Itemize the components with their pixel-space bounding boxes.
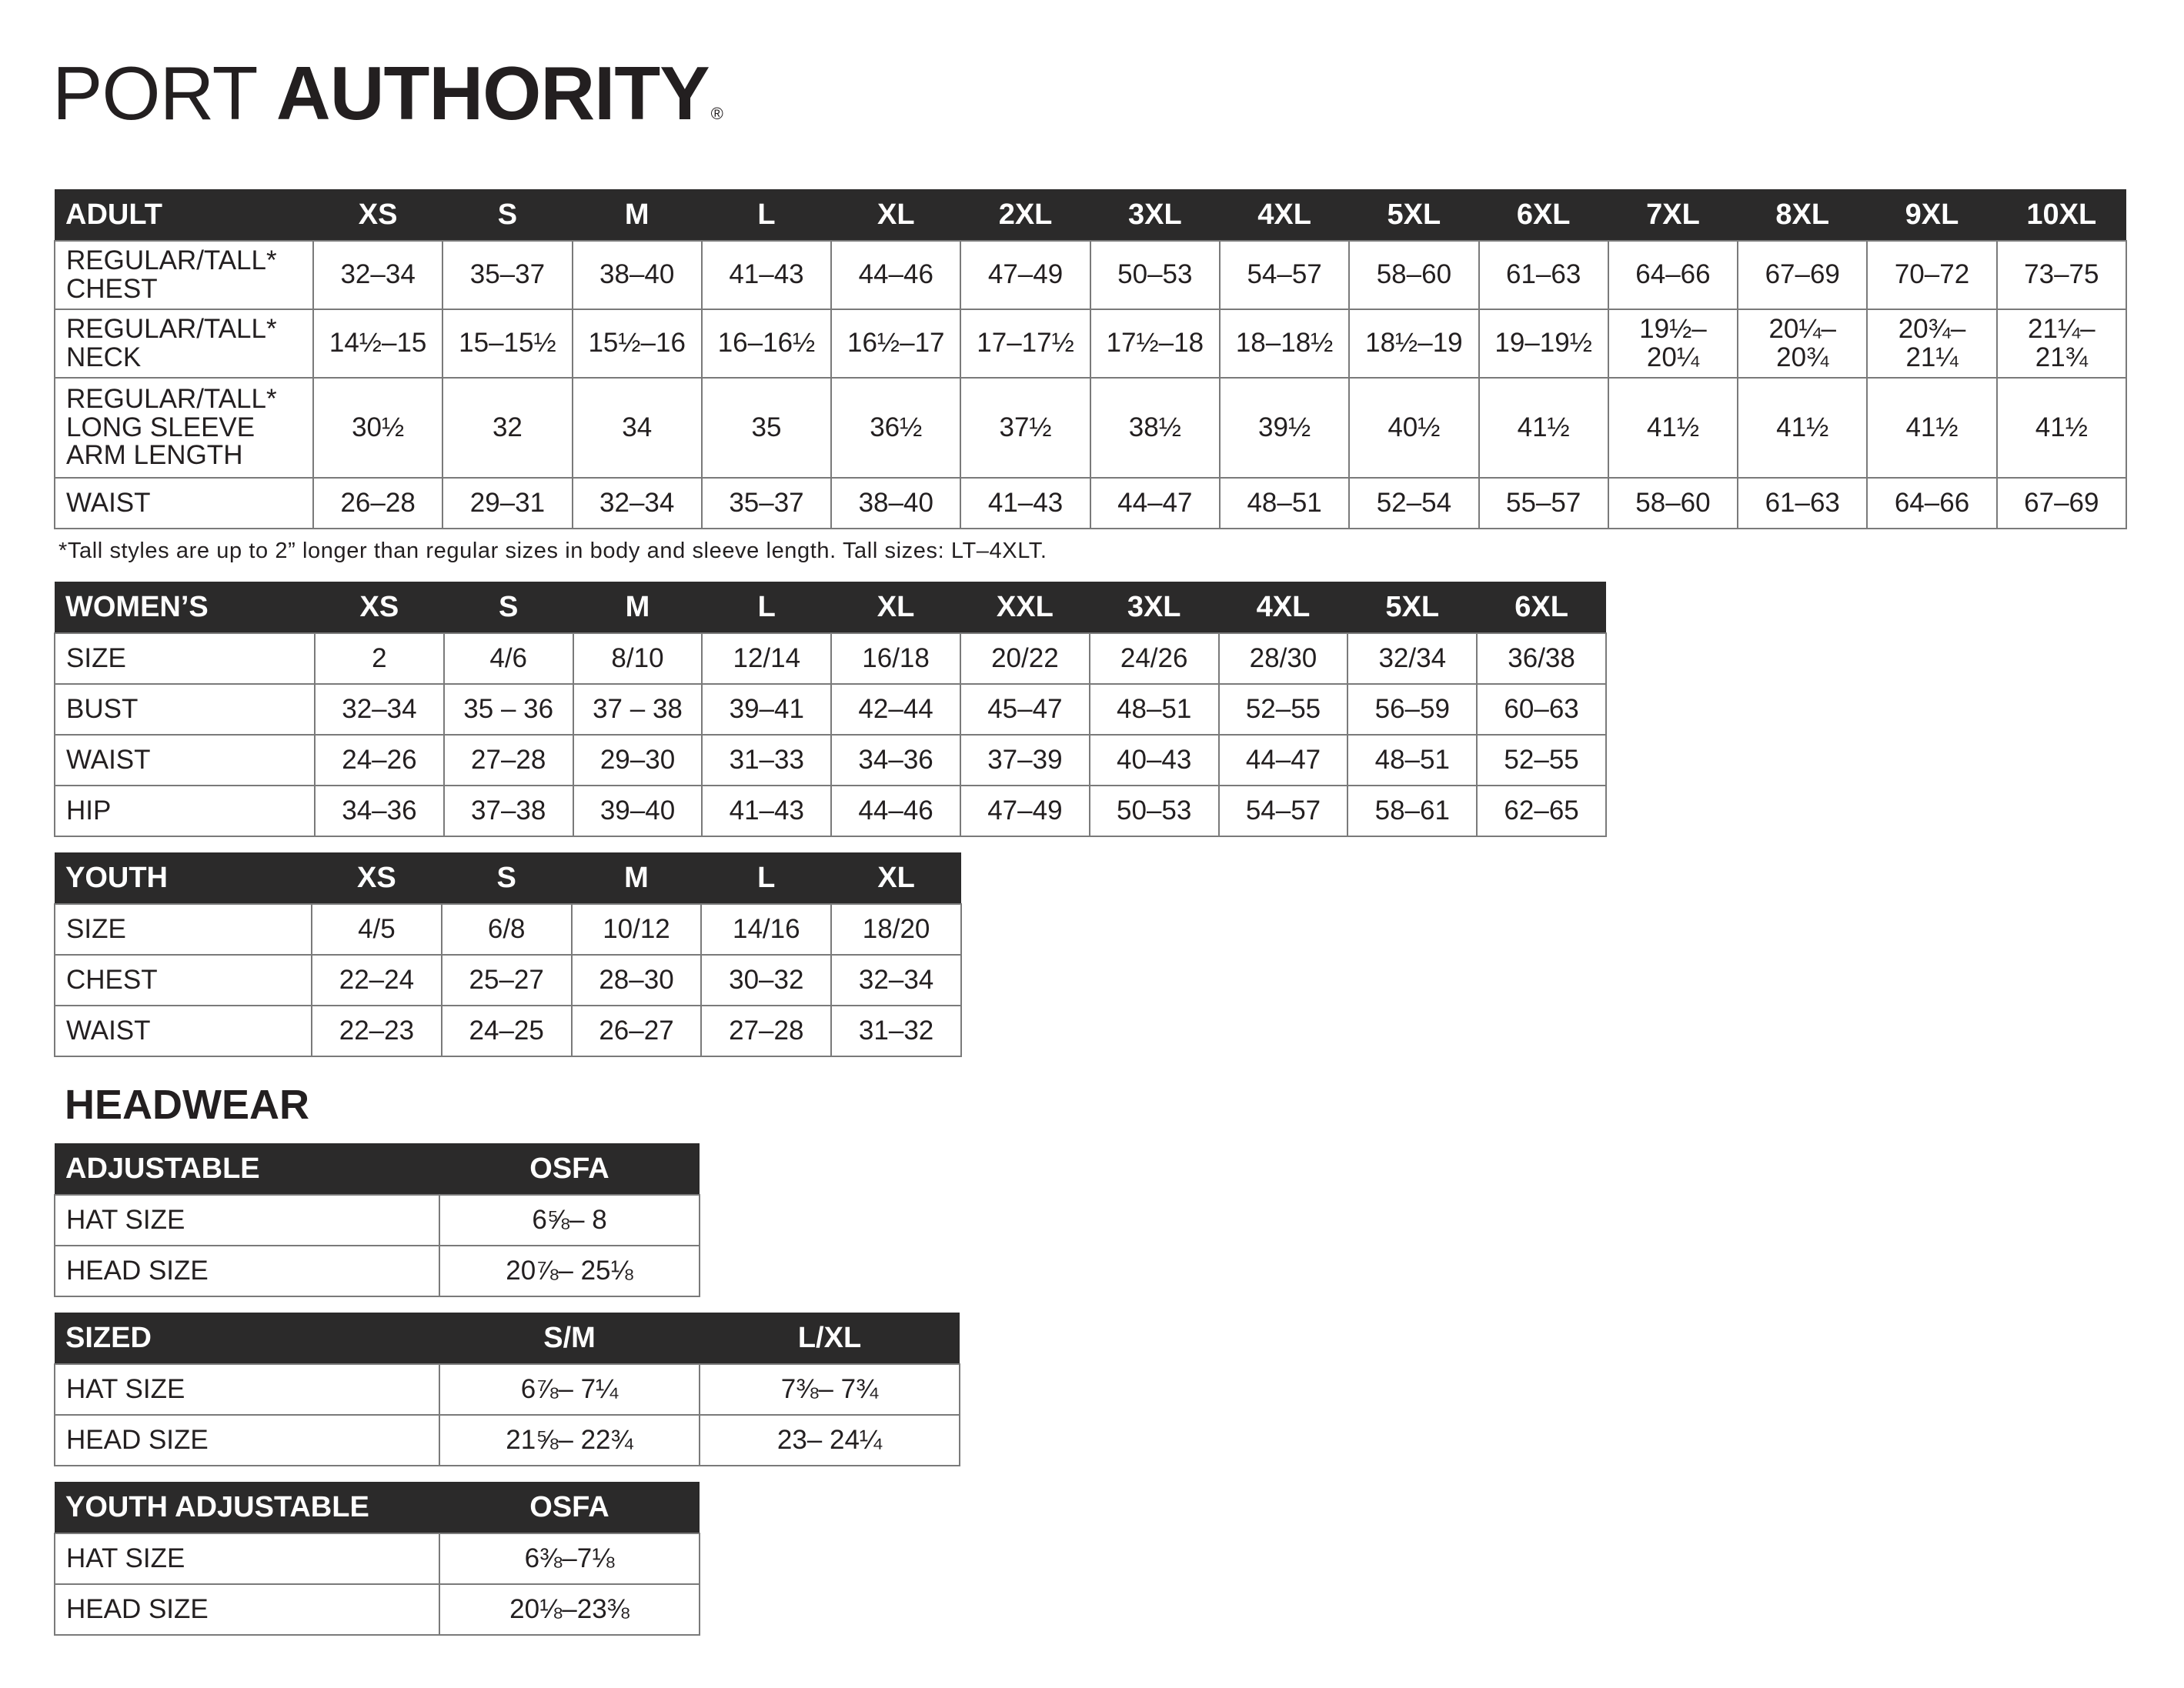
column-header: XL — [831, 852, 961, 904]
table-cell: 55–57 — [1479, 478, 1608, 529]
table-cell: 27–28 — [444, 735, 573, 786]
table-cell: 58–61 — [1347, 786, 1477, 836]
table-header-row — [55, 852, 961, 904]
table-cell: 6/8 — [442, 904, 572, 955]
column-header: 8XL — [1738, 189, 1867, 241]
table-cell: 18½–19 — [1349, 309, 1478, 378]
logo-text-light: PORT — [52, 51, 276, 135]
table-cell: 67–69 — [1738, 241, 1867, 309]
table-cell: 50–53 — [1090, 241, 1220, 309]
table-cell: 61–63 — [1738, 478, 1867, 529]
table-cell: 40–43 — [1090, 735, 1219, 786]
table-cell: 18/20 — [831, 904, 961, 955]
table-cell: 17–17½ — [960, 309, 1090, 378]
table-cell: 41½ — [1738, 378, 1867, 478]
table-cell: 32/34 — [1347, 633, 1477, 684]
table-cell: 44–47 — [1090, 478, 1220, 529]
table-cell: 54–57 — [1219, 786, 1348, 836]
table-cell: 41½ — [1867, 378, 1996, 478]
table-cell: 54–57 — [1220, 241, 1349, 309]
table-cell: 10/12 — [572, 904, 702, 955]
table-cell: 42–44 — [831, 684, 960, 735]
table-cell: 41–43 — [702, 786, 831, 836]
column-header: L — [701, 852, 831, 904]
row-label: REGULAR/TALL* CHEST — [55, 241, 313, 309]
table-cell: 2 — [315, 633, 444, 684]
table-cell: 36½ — [831, 378, 960, 478]
column-header: L/XL — [700, 1313, 960, 1364]
table-cell: 61–63 — [1479, 241, 1608, 309]
column-header: 10XL — [1997, 189, 2126, 241]
table-row — [55, 1006, 961, 1056]
table-cell: 45–47 — [960, 684, 1090, 735]
row-label: HAT SIZE — [55, 1533, 439, 1584]
table-cell: 6⅜–7⅛ — [439, 1533, 700, 1584]
table-cell: 20⅛–23⅜ — [439, 1584, 700, 1635]
table-cell: 73–75 — [1997, 241, 2126, 309]
column-header: 4XL — [1220, 189, 1349, 241]
table-cell: 38½ — [1090, 378, 1220, 478]
row-label: HEAD SIZE — [55, 1246, 439, 1296]
table-row — [55, 1195, 700, 1246]
table-title: ADULT — [55, 189, 313, 241]
table-cell: 15½–16 — [573, 309, 702, 378]
table-cell: 58–60 — [1608, 478, 1738, 529]
column-header: OSFA — [439, 1143, 700, 1195]
row-label: WAIST — [55, 478, 313, 529]
row-label: REGULAR/TALL* NECK — [55, 309, 313, 378]
table-row — [55, 786, 1606, 836]
table-cell: 38–40 — [831, 478, 960, 529]
table-cell: 39–40 — [573, 786, 703, 836]
row-label: HIP — [55, 786, 315, 836]
table-cell: 24–25 — [442, 1006, 572, 1056]
table-cell: 28/30 — [1219, 633, 1348, 684]
registered-mark: ® — [710, 104, 723, 123]
table-row — [55, 478, 2126, 529]
table-cell: 41½ — [1479, 378, 1608, 478]
row-label: CHEST — [55, 955, 312, 1006]
table-cell: 16–16½ — [702, 309, 831, 378]
table-cell: 18–18½ — [1220, 309, 1349, 378]
table-cell: 31–33 — [702, 735, 831, 786]
headwear-heading: HEADWEAR — [65, 1082, 309, 1128]
table-cell: 35 – 36 — [444, 684, 573, 735]
table-header-row — [55, 1482, 700, 1533]
column-header: 3XL — [1090, 189, 1220, 241]
row-label: WAIST — [55, 735, 315, 786]
table-cell: 29–31 — [442, 478, 572, 529]
table-cell: 17½–18 — [1090, 309, 1220, 378]
row-label: WAIST — [55, 1006, 312, 1056]
row-label: REGULAR/TALL* LONG SLEEVE ARM LENGTH — [55, 378, 313, 478]
table-cell: 41–43 — [702, 241, 831, 309]
column-header: 9XL — [1867, 189, 1996, 241]
table-cell: 34–36 — [315, 786, 444, 836]
table-cell: 25–27 — [442, 955, 572, 1006]
row-label: HAT SIZE — [55, 1195, 439, 1246]
column-header: S — [442, 852, 572, 904]
table-cell: 64–66 — [1608, 241, 1738, 309]
table-row — [55, 904, 961, 955]
table-cell: 32–34 — [831, 955, 961, 1006]
column-header: 5XL — [1349, 189, 1478, 241]
table-cell: 20¾– 21¼ — [1867, 309, 1996, 378]
table-cell: 24–26 — [315, 735, 444, 786]
table-cell: 6⅝– 8 — [439, 1195, 700, 1246]
table-cell: 23– 24¼ — [700, 1415, 960, 1466]
table-row — [55, 1584, 700, 1635]
table-cell: 29–30 — [573, 735, 703, 786]
column-header: M — [572, 852, 702, 904]
youth-size-table — [54, 852, 962, 1057]
row-label: HEAD SIZE — [55, 1415, 439, 1466]
table-cell: 32 — [442, 378, 572, 478]
table-cell: 32–34 — [573, 478, 702, 529]
table-cell: 20⅞– 25⅛ — [439, 1246, 700, 1296]
table-cell: 20¼– 20¾ — [1738, 309, 1867, 378]
table-cell: 16½–17 — [831, 309, 960, 378]
column-header: XL — [831, 582, 960, 633]
table-row — [55, 735, 1606, 786]
table-cell: 14/16 — [701, 904, 831, 955]
adjustable-headwear-table — [54, 1143, 700, 1297]
table-cell: 24/26 — [1090, 633, 1219, 684]
column-header: L — [702, 189, 831, 241]
table-cell: 22–23 — [312, 1006, 442, 1056]
row-label: SIZE — [55, 633, 315, 684]
column-header: M — [573, 582, 703, 633]
table-cell: 30½ — [313, 378, 442, 478]
table-cell: 44–47 — [1219, 735, 1348, 786]
table-header-row — [55, 582, 1606, 633]
table-cell: 26–27 — [572, 1006, 702, 1056]
table-cell: 35 — [702, 378, 831, 478]
table-cell: 41½ — [1608, 378, 1738, 478]
column-header: L — [702, 582, 831, 633]
table-cell: 6⅞– 7¼ — [439, 1364, 700, 1415]
table-cell: 37–39 — [960, 735, 1090, 786]
table-cell: 22–24 — [312, 955, 442, 1006]
row-label: SIZE — [55, 904, 312, 955]
table-cell: 50–53 — [1090, 786, 1219, 836]
table-row — [55, 684, 1606, 735]
table-cell: 35–37 — [442, 241, 572, 309]
table-cell: 37–38 — [444, 786, 573, 836]
table-header-row — [55, 1313, 960, 1364]
table-cell: 52–55 — [1219, 684, 1348, 735]
column-header: 3XL — [1090, 582, 1219, 633]
table-cell: 40½ — [1349, 378, 1478, 478]
table-row — [55, 1246, 700, 1296]
table-title: WOMEN’S — [55, 582, 315, 633]
table-row — [55, 1364, 960, 1415]
table-cell: 19–19½ — [1479, 309, 1608, 378]
table-cell: 39–41 — [702, 684, 831, 735]
table-row — [55, 309, 2126, 378]
table-cell: 39½ — [1220, 378, 1349, 478]
table-cell: 37½ — [960, 378, 1090, 478]
logo-text-bold: AUTHORITY — [276, 51, 710, 135]
table-title: YOUTH — [55, 852, 312, 904]
column-header: 6XL — [1477, 582, 1606, 633]
table-cell: 60–63 — [1477, 684, 1606, 735]
column-header: S/M — [439, 1313, 700, 1364]
table-header-row — [55, 1143, 700, 1195]
table-cell: 58–60 — [1349, 241, 1478, 309]
table-cell: 47–49 — [960, 241, 1090, 309]
table-cell: 34–36 — [831, 735, 960, 786]
table-cell: 67–69 — [1997, 478, 2126, 529]
table-cell: 36/38 — [1477, 633, 1606, 684]
table-cell: 70–72 — [1867, 241, 1996, 309]
table-cell: 28–30 — [572, 955, 702, 1006]
column-header: 2XL — [960, 189, 1090, 241]
table-cell: 8/10 — [573, 633, 703, 684]
column-header: OSFA — [439, 1482, 700, 1533]
table-cell: 41½ — [1997, 378, 2126, 478]
table-cell: 41–43 — [960, 478, 1090, 529]
column-header: 7XL — [1608, 189, 1738, 241]
table-row — [55, 241, 2126, 309]
table-cell: 64–66 — [1867, 478, 1996, 529]
table-cell: 12/14 — [702, 633, 831, 684]
column-header: XS — [313, 189, 442, 241]
table-cell: 56–59 — [1347, 684, 1477, 735]
table-cell: 48–51 — [1220, 478, 1349, 529]
table-cell: 15–15½ — [442, 309, 572, 378]
table-row — [55, 378, 2126, 478]
table-cell: 52–54 — [1349, 478, 1478, 529]
table-cell: 14½–15 — [313, 309, 442, 378]
table-cell: 21¼– 21¾ — [1997, 309, 2126, 378]
table-cell: 34 — [573, 378, 702, 478]
table-cell: 27–28 — [701, 1006, 831, 1056]
column-header: S — [444, 582, 573, 633]
table-row — [55, 955, 961, 1006]
youth-adjustable-headwear-table — [54, 1482, 700, 1636]
table-row — [55, 1415, 960, 1466]
table-cell: 32–34 — [313, 241, 442, 309]
column-header: M — [573, 189, 702, 241]
column-header: 6XL — [1479, 189, 1608, 241]
column-header: XXL — [960, 582, 1090, 633]
table-cell: 4/5 — [312, 904, 442, 955]
table-title: ADJUSTABLE — [55, 1143, 439, 1195]
table-cell: 32–34 — [315, 684, 444, 735]
table-cell: 31–32 — [831, 1006, 961, 1056]
table-cell: 21⅝– 22¾ — [439, 1415, 700, 1466]
womens-size-table — [54, 582, 1607, 837]
table-cell: 48–51 — [1347, 735, 1477, 786]
sized-headwear-table — [54, 1313, 960, 1466]
table-cell: 7⅜– 7¾ — [700, 1364, 960, 1415]
table-cell: 26–28 — [313, 478, 442, 529]
column-header: XS — [315, 582, 444, 633]
table-cell: 62–65 — [1477, 786, 1606, 836]
table-title: YOUTH ADJUSTABLE — [55, 1482, 439, 1533]
row-label: HAT SIZE — [55, 1364, 439, 1415]
adult-size-table — [54, 189, 2127, 529]
column-header: 5XL — [1347, 582, 1477, 633]
column-header: 4XL — [1219, 582, 1348, 633]
table-cell: 37 – 38 — [573, 684, 703, 735]
column-header: XS — [312, 852, 442, 904]
table-cell: 19½– 20¼ — [1608, 309, 1738, 378]
row-label: BUST — [55, 684, 315, 735]
table-row — [55, 1533, 700, 1584]
table-cell: 44–46 — [831, 241, 960, 309]
table-cell: 4/6 — [444, 633, 573, 684]
table-cell: 20/22 — [960, 633, 1090, 684]
column-header: S — [442, 189, 572, 241]
table-cell: 16/18 — [831, 633, 960, 684]
table-header-row — [55, 189, 2126, 241]
column-header: XL — [831, 189, 960, 241]
port-authority-logo — [52, 51, 723, 135]
row-label: HEAD SIZE — [55, 1584, 439, 1635]
table-cell: 52–55 — [1477, 735, 1606, 786]
tall-styles-note: *Tall styles are up to 2” longer than regular sizes in body and sleeve length. Tall sizes: LT–4XLT. — [58, 539, 1047, 563]
table-cell: 47–49 — [960, 786, 1090, 836]
table-cell: 30–32 — [701, 955, 831, 1006]
table-cell: 44–46 — [831, 786, 960, 836]
table-cell: 48–51 — [1090, 684, 1219, 735]
table-row — [55, 633, 1606, 684]
table-title: SIZED — [55, 1313, 439, 1364]
table-cell: 35–37 — [702, 478, 831, 529]
table-cell: 38–40 — [573, 241, 702, 309]
